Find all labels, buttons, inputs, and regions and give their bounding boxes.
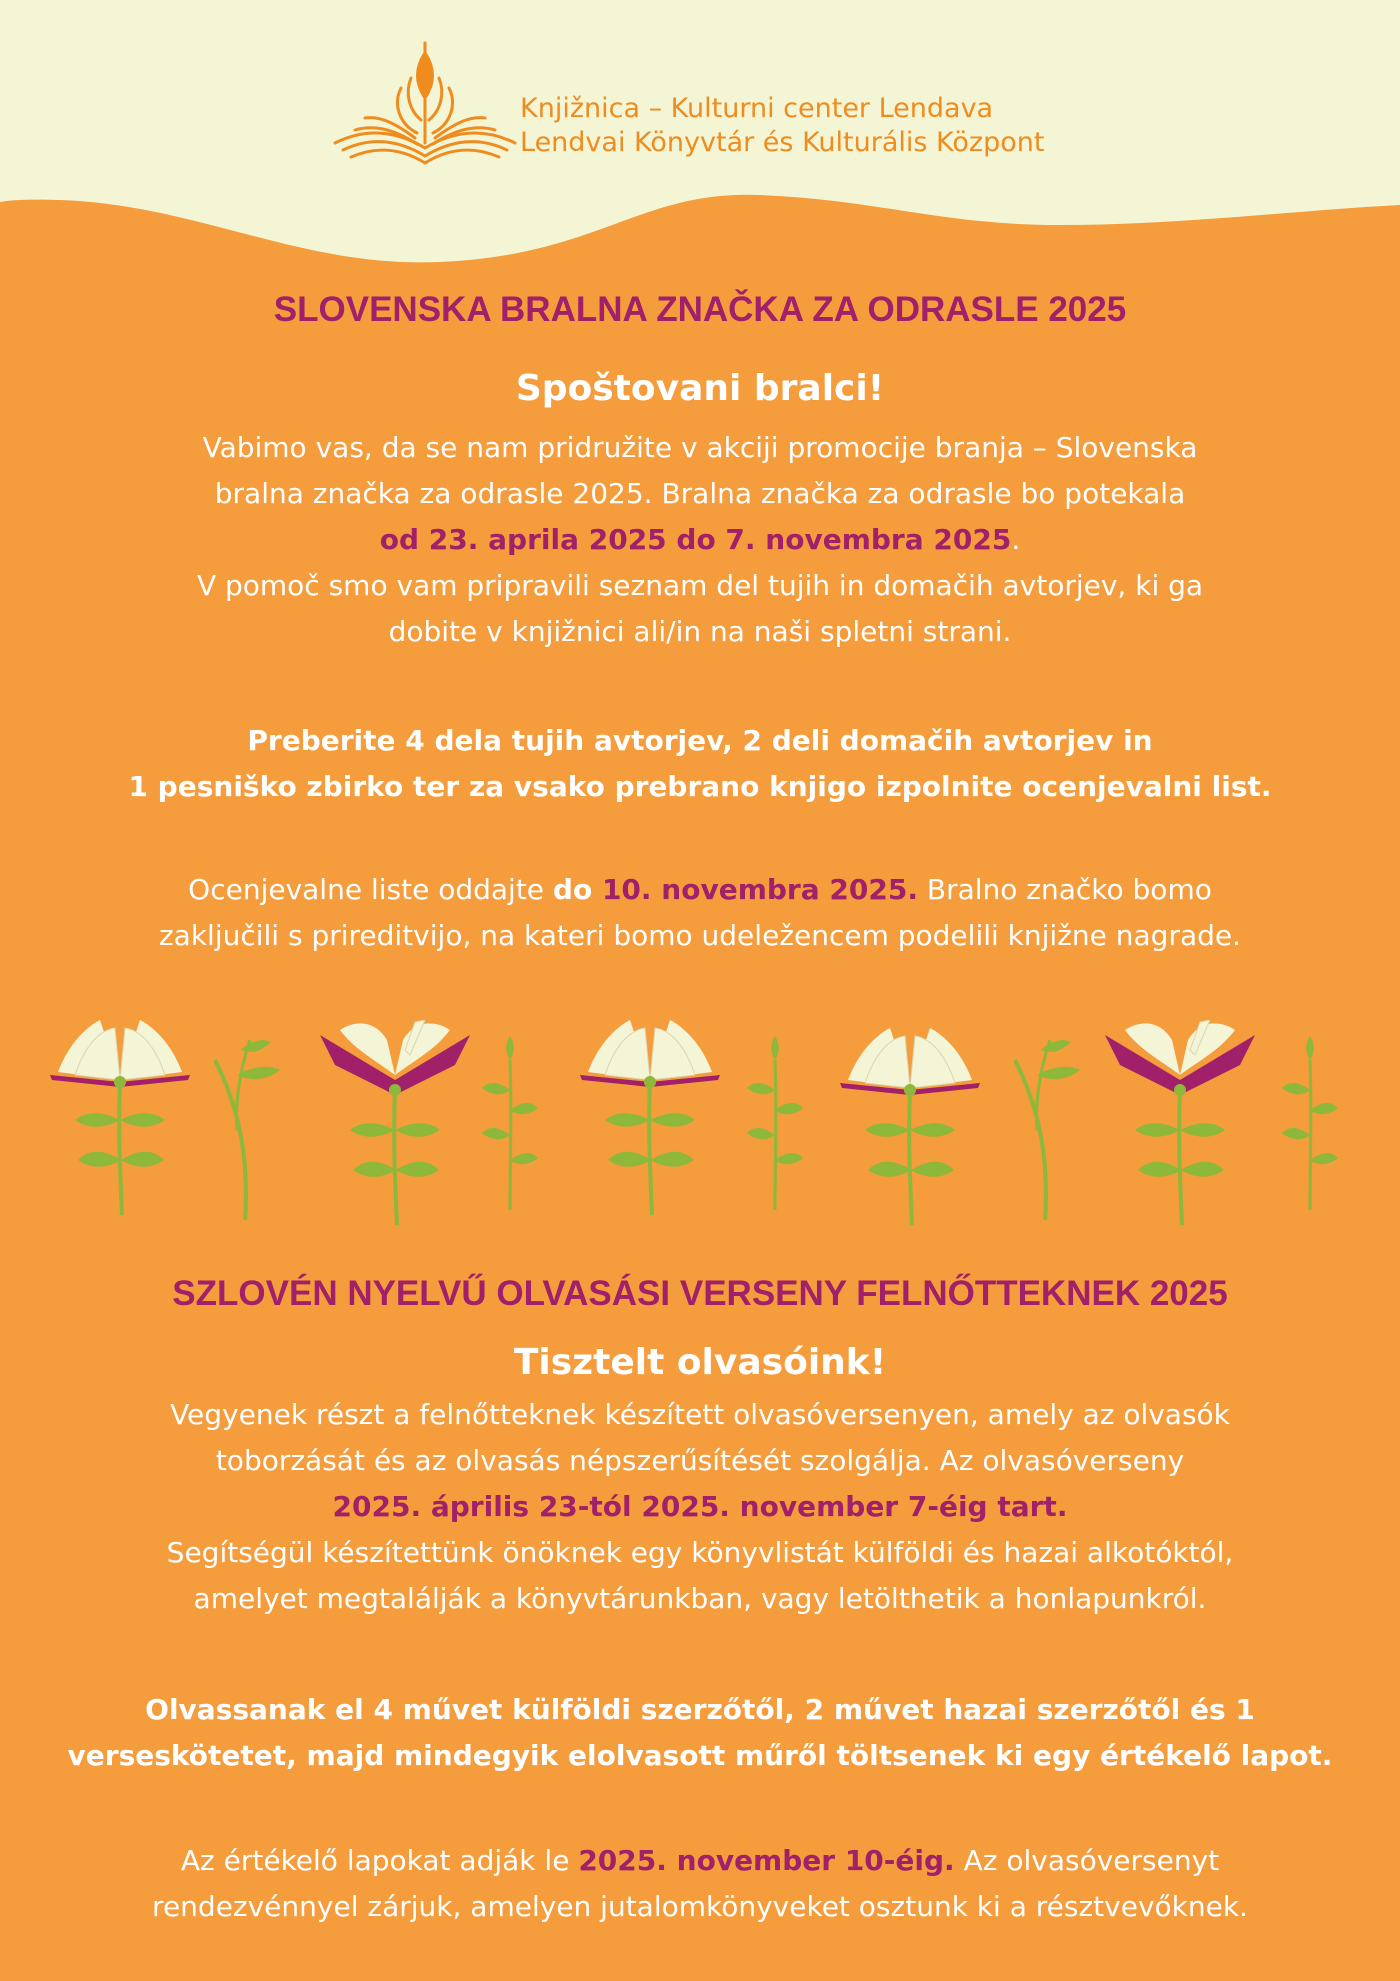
slovene-title: SLOVENSKA BRALNA ZNAČKA ZA ODRASLE 2025 [273, 290, 1127, 329]
library-logo-icon [325, 38, 525, 168]
hungarian-task [0, 1687, 1400, 1779]
hungarian-intro-line: amelyet megtalálják a könyvtárunkban, vagy letölthetik a honlapunkról. [193, 1582, 1207, 1615]
hungarian-greeting: Tisztelt olvasóink! [513, 1342, 887, 1383]
book-flowers-illustration [0, 1020, 1400, 1240]
library-name-hungarian: Lendvai Könyvtár és Kulturális Központ [520, 127, 1045, 158]
slovene-deadline-do: do [552, 873, 602, 906]
slovene-task-line: Preberite 4 dela tujih avtorjev, 2 deli domačih avtorjev in [247, 724, 1153, 757]
hungarian-deadline-post: Az olvasóversenyt [954, 1844, 1220, 1877]
hungarian-deadline [0, 1838, 1400, 1930]
hungarian-task-line: Olvassanak el 4 művet külföldi szerzőtől, 2 művet hazai szerzőtől és 1 [145, 1693, 1255, 1726]
slovene-section [0, 290, 1400, 330]
hungarian-intro [0, 1392, 1400, 1622]
slovene-dates: od 23. aprila 2025 do 7. novembra 2025 [379, 523, 1012, 556]
slovene-task [0, 718, 1400, 810]
hungarian-dates: 2025. április 23-tól 2025. november 7-éig tart. [332, 1490, 1068, 1523]
slovene-intro-line: bralna značka za odrasle 2025. Bralna značka za odrasle bo potekala [214, 477, 1186, 510]
slovene-dates-dot: . [1011, 523, 1021, 556]
slovene-intro-line: Vabimo vas, da se nam pridružite v akciji promocije branja – Slovenska [202, 431, 1198, 464]
slovene-deadline-pre: Ocenjevalne liste oddajte [188, 873, 553, 906]
hungarian-closing: rendezvénnyel zárjuk, amelyen jutalomkönyveket osztunk ki a résztvevőknek. [152, 1890, 1248, 1923]
slovene-greeting-wrap [0, 368, 1400, 409]
hungarian-section [0, 1274, 1400, 1314]
slovene-intro-line: V pomoč smo vam pripravili seznam del tujih in domačih avtorjev, ki ga [196, 569, 1204, 602]
slovene-deadline [0, 867, 1400, 959]
hungarian-intro-line: toborzását és az olvasás népszerűsítését szolgálja. Az olvasóverseny [215, 1444, 1185, 1477]
library-name-slovene: Knjižnica – Kulturni center Lendava [520, 93, 994, 124]
slovene-intro [0, 425, 1400, 655]
hungarian-intro-line: Vegyenek részt a felnőtteknek készített olvasóversenyen, amely az olvasók [170, 1398, 1230, 1431]
slovene-greeting: Spoštovani bralci! [515, 368, 885, 409]
hungarian-deadline-date: 2025. november 10-éig. [578, 1844, 955, 1877]
slovene-intro-line: dobite v knjižnici ali/in na naši spletni strani. [388, 615, 1012, 648]
slovene-task-line: 1 pesniško zbirko ter za vsako prebrano knjigo izpolnite ocenjevalni list. [128, 770, 1272, 803]
slovene-deadline-post: Bralno značko bomo [917, 873, 1212, 906]
slovene-deadline-date: 10. novembra 2025. [601, 873, 918, 906]
hungarian-task-line: verseskötetet, majd mindegyik elolvasott műről töltsenek ki egy értékelő lapot. [67, 1739, 1333, 1772]
hungarian-intro-line: Segítségül készítettünk önöknek egy könyvlistát külföldi és hazai alkotóktól, [166, 1536, 1234, 1569]
slovene-closing: zaključili s prireditvijo, na kateri bomo udeležencem podelili knjižne nagrade. [158, 919, 1242, 952]
hungarian-greeting-wrap [0, 1342, 1400, 1383]
hungarian-deadline-pre: Az értékelő lapokat adják le [180, 1844, 579, 1877]
library-name [520, 92, 1044, 160]
hungarian-title: SZLOVÉN NYELVŰ OLVASÁSI VERSENY FELNŐTTEKNEK 2025 [172, 1274, 1228, 1313]
